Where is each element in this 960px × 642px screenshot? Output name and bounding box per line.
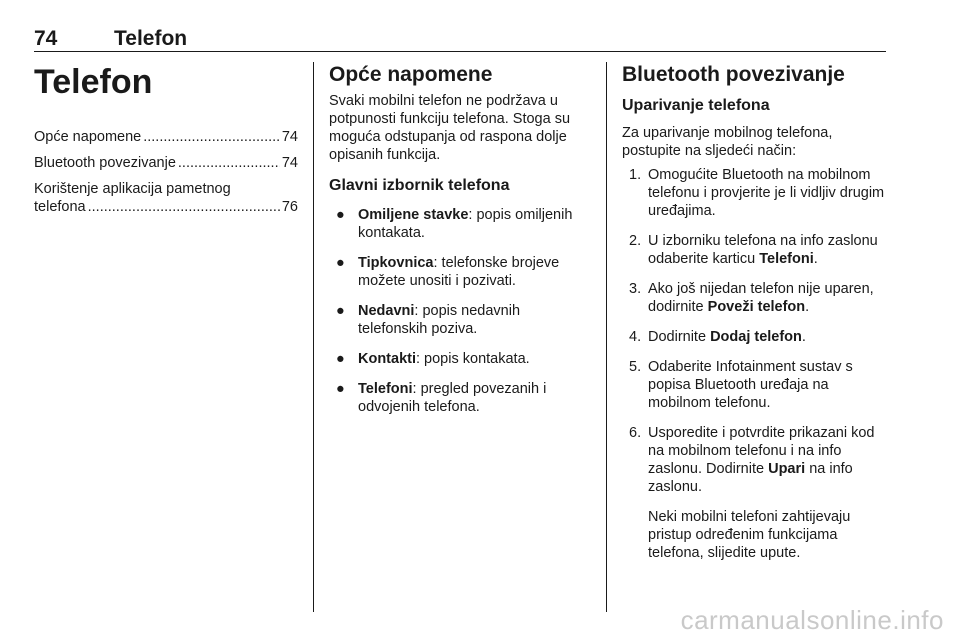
bullet-icon: ● bbox=[336, 351, 345, 367]
toc-page: 74 bbox=[281, 155, 298, 171]
list-item bbox=[329, 302, 593, 338]
list-item bbox=[622, 328, 888, 346]
toc-entry-smartphone-apps[interactable] bbox=[34, 180, 298, 216]
column-1 bbox=[34, 62, 298, 224]
list-text: : popis nedavnih telefonskih poziva. bbox=[358, 303, 521, 337]
step-number: 4. bbox=[629, 329, 642, 345]
list-term: Tipkovnica bbox=[358, 255, 434, 271]
list-text: : pregled povezanih i odvojenih telefona. bbox=[358, 381, 547, 415]
section-title: Telefon bbox=[114, 27, 188, 50]
phone-menu-list bbox=[329, 206, 593, 416]
step-text: Ako još nijedan telefon nije uparen, dodirnite bbox=[648, 281, 874, 315]
step-number: 6. bbox=[629, 425, 642, 441]
list-term: Omiljene stavke bbox=[358, 207, 469, 223]
list-text: : telefonske brojeve možete unositi i pozivati. bbox=[358, 255, 560, 289]
phone-menu-heading: Glavni izbornik telefona bbox=[329, 177, 510, 194]
bluetooth-heading: Bluetooth povezivanje bbox=[622, 63, 845, 86]
bullet-icon: ● bbox=[336, 381, 345, 397]
step-text: Omogućite Bluetooth na mobilnom telefonu i provjerite je li vidljiv drugim uređajima. bbox=[648, 167, 885, 219]
step-text: Dodirnite bbox=[648, 329, 711, 345]
list-term: Nedavni bbox=[358, 303, 415, 319]
step-post: . bbox=[813, 251, 818, 267]
toc-page: 74 bbox=[281, 129, 298, 145]
list-item bbox=[622, 280, 888, 316]
watermark: carmanualsonline.info bbox=[680, 605, 944, 635]
pairing-steps bbox=[622, 166, 888, 562]
list-item bbox=[622, 166, 888, 220]
list-text: : popis omiljenih kontakata. bbox=[358, 207, 573, 241]
step-note: Neki mobilni telefoni zahtijevaju pristup određenim funkcijama telefona, slijedite upute. bbox=[648, 509, 851, 561]
toc-label: Opće napomene bbox=[34, 129, 142, 145]
step-text: Usporedite i potvrdite prikazani kod na mobilnom telefonu i na info zaslonu. Dodirnite bbox=[648, 425, 875, 477]
step-post: . bbox=[805, 299, 810, 315]
general-notes-heading: Opće napomene bbox=[329, 63, 493, 86]
step-bold: Dodaj telefon bbox=[710, 329, 802, 345]
list-term: Kontakti bbox=[358, 351, 416, 367]
column-divider-1 bbox=[313, 62, 314, 612]
table-of-contents bbox=[34, 128, 298, 216]
pairing-intro: Za uparivanje mobilnog telefona, postupite na sljedeći način: bbox=[622, 125, 833, 159]
toc-leader bbox=[88, 198, 280, 216]
list-item bbox=[329, 380, 593, 416]
list-item bbox=[622, 424, 888, 562]
list-item bbox=[329, 206, 593, 242]
toc-page: 76 bbox=[281, 199, 298, 215]
chapter-title: Telefon bbox=[34, 63, 153, 101]
list-item bbox=[622, 232, 888, 268]
step-number: 5. bbox=[629, 359, 642, 375]
list-item bbox=[622, 358, 888, 412]
bullet-icon: ● bbox=[336, 303, 345, 319]
list-item bbox=[329, 350, 593, 368]
toc-leader bbox=[178, 154, 280, 172]
page-number: 74 bbox=[34, 27, 58, 50]
general-notes-intro: Svaki mobilni telefon ne podržava u potpunosti funkciju telefona. Stoga su moguća odstupanja od raspona dolje opisanih funkcija. bbox=[329, 93, 571, 163]
step-number: 3. bbox=[629, 281, 642, 297]
step-bold: Telefoni bbox=[759, 251, 814, 267]
column-2 bbox=[329, 62, 593, 428]
toc-entry-bluetooth[interactable] bbox=[34, 154, 298, 172]
step-number: 2. bbox=[629, 233, 642, 249]
toc-label: telefona bbox=[34, 199, 86, 215]
toc-leader bbox=[143, 128, 280, 146]
step-text: U izborniku telefona na info zaslonu odaberite karticu bbox=[648, 233, 878, 267]
list-text: : popis kontakata. bbox=[416, 351, 530, 367]
step-post: . bbox=[801, 329, 806, 345]
pairing-heading: Uparivanje telefona bbox=[622, 97, 770, 114]
bullet-icon: ● bbox=[336, 255, 345, 271]
list-term: Telefoni bbox=[358, 381, 413, 397]
list-item bbox=[329, 254, 593, 290]
step-bold: Upari bbox=[768, 461, 806, 477]
step-post: na info zaslonu. bbox=[648, 461, 853, 495]
toc-entry-general[interactable] bbox=[34, 128, 298, 146]
column-divider-2 bbox=[606, 62, 607, 612]
toc-label-line1: Korištenje aplikacija pametnog bbox=[34, 181, 231, 197]
step-number: 1. bbox=[629, 167, 642, 183]
page-header bbox=[34, 27, 886, 52]
step-bold: Poveži telefon bbox=[707, 299, 806, 315]
step-text: Odaberite Infotainment sustav s popisa Bluetooth uređaja na mobilnom telefonu. bbox=[648, 359, 853, 411]
toc-label: Bluetooth povezivanje bbox=[34, 155, 176, 171]
bullet-icon: ● bbox=[336, 207, 345, 223]
column-3 bbox=[622, 62, 888, 574]
